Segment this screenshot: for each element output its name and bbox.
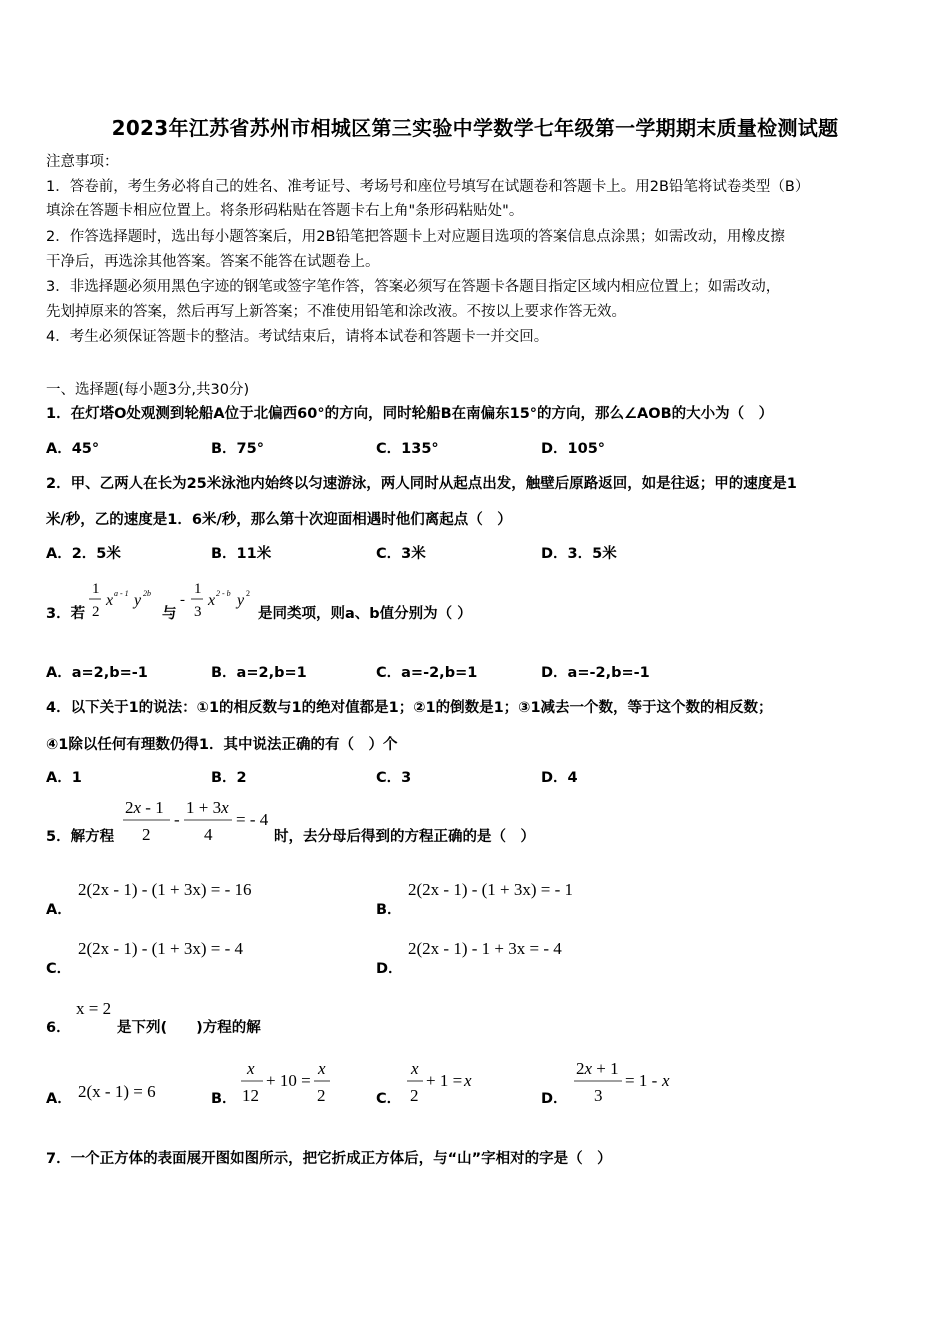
svg-text:2: 2 [92,604,100,620]
q1-option-c: C．135° [376,441,439,457]
q4-option-c: C．3 [376,770,412,786]
q5-option-a: 2(2x - 1) - (1 + 3x) = - 16 [78,880,252,899]
svg-text:4: 4 [204,825,213,844]
svg-text:2: 2 [142,825,151,844]
svg-text:y: y [134,592,142,609]
svg-text:1 + 3x: 1 + 3x [186,798,229,817]
svg-text:y: y [237,592,245,609]
svg-text:+ 1 =: + 1 = [426,1071,463,1090]
q3-monomial-2 [180,578,260,630]
q3-monomial-2-formula [180,578,260,626]
question-5-prefix: 5．解方程 [46,829,115,845]
q5-label-b: B． [376,902,402,918]
q2-option-a: A．2．5米 [46,546,121,562]
q4-option-a: A．1 [46,770,82,786]
q5-option-d: 2(2x - 1) - 1 + 3x = - 4 [408,939,562,958]
svg-text:2: 2 [410,1086,419,1105]
question-2-line1: 2．甲、乙两人在长为25米泳池内始终以匀速游泳，两人同时从起点出发，触壁后原路返回，如是往返；甲的速度是1 [46,476,797,492]
q3-monomial-1-formula [86,578,158,626]
svg-text:x: x [662,1071,670,1090]
question-4-line1: 4．以下关于1的说法：①1的相反数与1的绝对值都是1；②1的倒数是1；③1减去一个数，等于这个数的相反数； [46,700,773,716]
q1-option-d: D．105° [541,441,606,457]
q6-option-a: 2(x - 1) = 6 [78,1082,156,1101]
q3-monomial-1 [86,578,158,630]
note-line: 2．作答选择题时，选出每小题答案后，用2B铅笔把答题卡上对应题目选项的答案信息点涂黑；如需改动，用橡皮擦 [46,229,785,245]
notes-heading: 注意事项： [46,154,119,170]
q5-label-c: C． [46,961,72,977]
q5-equation [120,796,275,852]
svg-text:x: x [106,592,114,609]
q6-option-b [238,1058,338,1112]
q6-option-b-formula [238,1058,338,1108]
q6-option-d-formula [572,1058,682,1108]
svg-text:2x + 1: 2x + 1 [576,1059,619,1078]
note-line: 先划掉原来的答案，然后再写上新答案；不准使用铅笔和涂改液。不按以上要求作答无效。 [46,304,626,320]
q1-option-a: A．45° [46,441,100,457]
note-line: 干净后，再选涂其他答案。答案不能答在试题卷上。 [46,254,380,270]
svg-text:3: 3 [594,1086,603,1105]
q2-option-d: D．3．5米 [541,546,617,562]
q6-equation: x = 2 [76,999,112,1018]
svg-text:a - 1: a - 1 [114,589,129,598]
svg-text:2: 2 [317,1086,326,1105]
question-3-mid: 与 [162,606,177,622]
section-heading: 一、选择题(每小题3分,共30分) [46,382,250,398]
question-3-suffix: 是同类项，则a、b值分别为（ ） [258,606,472,622]
svg-text:-: - [180,592,185,608]
question-5-suffix: 时，去分母后得到的方程正确的是（ ） [274,829,535,845]
question-7: 7．一个正方体的表面展开图如图所示，把它折成正方体后，与“山”字相对的字是（ ） [46,1151,612,1167]
q6-label-d: D． [541,1091,568,1107]
svg-text:x: x [318,1059,326,1078]
q5-option-b: 2(2x - 1) - (1 + 3x) = - 1 [408,880,574,899]
q6-option-c [404,1058,484,1112]
svg-text:x: x [464,1071,472,1090]
question-3-prefix: 3．若 [46,606,86,622]
svg-text:x: x [411,1059,419,1078]
q3-option-c: C．a=-2,b=1 [376,665,478,681]
svg-text:= 1 -: = 1 - [625,1071,658,1090]
question-1: 1．在灯塔O处观测到轮船A位于北偏西60°的方向，同时轮船B在南偏东15°的方向，那么∠AOB的大小为（ ） [46,406,774,422]
svg-text:-: - [174,810,180,829]
svg-text:+ 10 =: + 10 = [266,1071,311,1090]
svg-text:x: x [208,592,216,609]
svg-text:= - 4: = - 4 [236,810,269,829]
question-6-prefix: 6． [46,1020,71,1036]
q4-option-b: B．2 [211,770,247,786]
q6-label-c: C． [376,1091,402,1107]
svg-text:12: 12 [242,1086,259,1105]
question-4-line2: ④1除以任何有理数仍得1．其中说法正确的有（ ）个 [46,737,398,753]
note-line: 1．答卷前，考生务必将自己的姓名、准考证号、考场号和座位号填写在试题卷和答题卡上。用2B铅笔将试卷类型（B） [46,179,810,195]
svg-text:2b: 2b [143,589,151,598]
svg-text:1: 1 [194,581,202,597]
q5-option-c: 2(2x - 1) - (1 + 3x) = - 4 [78,939,244,958]
question-6-suffix: 是下列( )方程的解 [117,1020,261,1036]
q3-option-d: D．a=-2,b=-1 [541,665,650,681]
svg-text:2: 2 [246,589,250,598]
page-title: 2023年江苏省苏州市相城区第三实验中学数学七年级第一学期期末质量检测试题 [111,116,839,140]
q6-label-b: B． [211,1091,237,1107]
q5-equation-formula [120,796,275,848]
svg-text:1: 1 [92,581,100,597]
q5-label-d: D． [376,961,403,977]
note-line: 填涂在答题卡相应位置上。将条形码粘贴在答题卡右上角"条形码粘贴处"。 [46,203,524,219]
q3-option-a: A．a=2,b=-1 [46,665,148,681]
q4-option-d: D．4 [541,770,578,786]
svg-text:2x - 1: 2x - 1 [125,798,164,817]
note-line: 4．考生必须保证答题卡的整洁。考试结束后，请将本试卷和答题卡一并交回。 [46,329,549,345]
note-line: 3．非选择题必须用黑色字迹的钢笔或签字笔作答，答案必须写在答题卡各题目指定区域内相应位置上；如需改动， [46,279,781,295]
q2-option-c: C．3米 [376,546,426,562]
q2-option-b: B．11米 [211,546,272,562]
q5-label-a: A． [46,902,72,918]
svg-text:3: 3 [194,604,202,620]
q6-label-a: A． [46,1091,72,1107]
q3-option-b: B．a=2,b=1 [211,665,307,681]
q6-option-c-formula [404,1058,484,1108]
question-2-line2: 米/秒，乙的速度是1．6米/秒，那么第十次迎面相遇时他们离起点（ ） [46,512,512,528]
svg-text:2 - b: 2 - b [216,589,231,598]
q1-option-b: B．75° [211,441,264,457]
q6-option-d [572,1058,682,1112]
svg-text:x: x [247,1059,255,1078]
